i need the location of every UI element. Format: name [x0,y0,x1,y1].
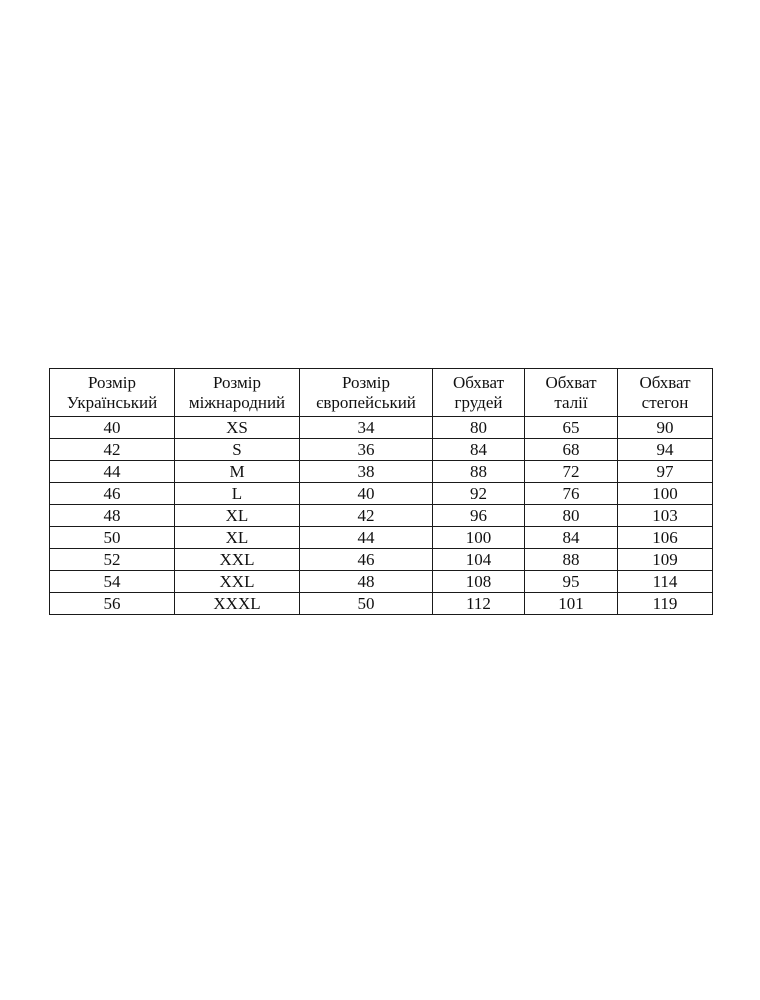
cell-international-size: S [175,439,300,461]
table-row [50,483,713,505]
cell-ukrainian-size: 44 [50,461,175,483]
header-line-2: талії [554,392,588,412]
cell-ukrainian-size: 56 [50,593,175,615]
header-ukrainian-size [50,369,175,417]
cell-chest: 92 [433,483,525,505]
header-line-2: міжнародний [188,392,286,412]
header-line-1: Розмір [88,372,136,392]
header-chest [433,369,525,417]
header-line-2: стегон [641,392,689,412]
cell-ukrainian-size: 46 [50,483,175,505]
table-row [50,571,713,593]
cell-european-size: 38 [300,461,433,483]
cell-hips: 97 [618,461,713,483]
cell-european-size: 44 [300,527,433,549]
header-line-1: Розмір [342,372,390,392]
table-row [50,549,713,571]
cell-waist: 68 [525,439,618,461]
cell-european-size: 42 [300,505,433,527]
header-european-size [300,369,433,417]
cell-waist: 88 [525,549,618,571]
cell-ukrainian-size: 54 [50,571,175,593]
cell-hips: 100 [618,483,713,505]
header-international-size [175,369,300,417]
table-row [50,439,713,461]
table-header-row [50,369,713,417]
cell-waist: 95 [525,571,618,593]
cell-chest: 100 [433,527,525,549]
table-row [50,593,713,615]
cell-waist: 65 [525,417,618,439]
table-row [50,417,713,439]
cell-european-size: 50 [300,593,433,615]
cell-waist: 76 [525,483,618,505]
cell-hips: 114 [618,571,713,593]
size-chart-table [49,368,713,615]
header-line-1: Обхват [545,372,597,392]
cell-european-size: 34 [300,417,433,439]
table-row [50,461,713,483]
cell-european-size: 46 [300,549,433,571]
cell-european-size: 36 [300,439,433,461]
cell-chest: 104 [433,549,525,571]
cell-waist: 84 [525,527,618,549]
cell-international-size: XL [175,527,300,549]
cell-hips: 103 [618,505,713,527]
cell-international-size: L [175,483,300,505]
cell-international-size: XXL [175,549,300,571]
header-waist [525,369,618,417]
cell-chest: 80 [433,417,525,439]
cell-international-size: XXXL [175,593,300,615]
cell-hips: 109 [618,549,713,571]
header-line-2: Український [66,392,158,412]
cell-hips: 90 [618,417,713,439]
cell-hips: 106 [618,527,713,549]
cell-waist: 101 [525,593,618,615]
header-hips [618,369,713,417]
header-line-1: Обхват [452,372,505,392]
cell-waist: 72 [525,461,618,483]
cell-european-size: 40 [300,483,433,505]
cell-waist: 80 [525,505,618,527]
header-line-1: Обхват [639,372,691,392]
cell-ukrainian-size: 40 [50,417,175,439]
table-row [50,505,713,527]
cell-ukrainian-size: 42 [50,439,175,461]
cell-european-size: 48 [300,571,433,593]
cell-international-size: M [175,461,300,483]
cell-chest: 112 [433,593,525,615]
cell-chest: 96 [433,505,525,527]
cell-chest: 88 [433,461,525,483]
cell-international-size: XL [175,505,300,527]
cell-chest: 84 [433,439,525,461]
cell-ukrainian-size: 50 [50,527,175,549]
cell-ukrainian-size: 52 [50,549,175,571]
cell-ukrainian-size: 48 [50,505,175,527]
header-line-1: Розмір [213,372,261,392]
header-line-2: європейський [316,392,416,412]
cell-hips: 94 [618,439,713,461]
cell-international-size: XS [175,417,300,439]
cell-international-size: XXL [175,571,300,593]
header-line-2: грудей [454,392,503,412]
cell-hips: 119 [618,593,713,615]
cell-chest: 108 [433,571,525,593]
table-row [50,527,713,549]
